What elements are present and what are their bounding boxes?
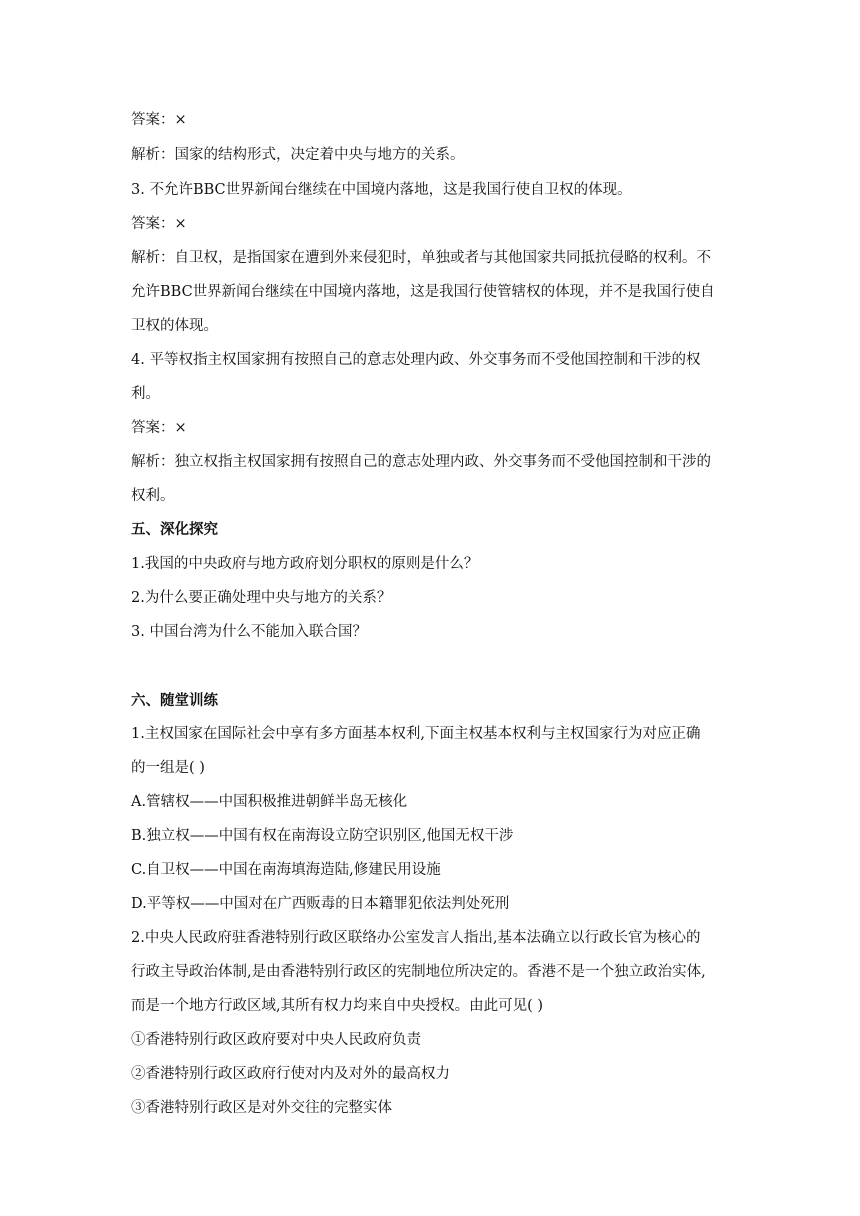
explanation-line: 解析：自卫权，是指国家在遭到外来侵犯时，单独或者与其他国家共同抵抗侵略的权利。不 [131, 250, 711, 266]
question-line: 的一组是( ) [131, 760, 205, 776]
question-line: 2.中央人民政府驻香港特别行政区联络办公室发言人指出,基本法确立以行政长官为核心的 [131, 930, 701, 946]
explanation-line: 允许BBC世界新闻台继续在中国境内落地，这是我国行使管辖权的体现，并不是我国行使自 [131, 284, 715, 300]
question-line: 4. 平等权指主权国家拥有按照自己的意志处理内政、外交事务而不受他国控制和干涉的权 [131, 352, 701, 368]
option-d: D.平等权——中国对在广西贩毒的日本籍罪犯依法判处死刑 [131, 896, 510, 912]
inquiry-item: 2.为什么要正确处理中央与地方的关系？ [131, 590, 392, 606]
question-line: 行政主导政治体制,是由香港特别行政区的宪制地位所决定的。香港不是一个独立政治实体, [131, 964, 706, 980]
question-line: 1.主权国家在国际社会中享有多方面基本权利,下面主权基本权利与主权国家行为对应正确 [131, 726, 701, 742]
explanation-line: 卫权的体现。 [131, 318, 218, 334]
option-a: A.管辖权——中国积极推进朝鲜半岛无核化 [131, 794, 408, 810]
statement-3: ③香港特别行政区是对外交往的完整实体 [131, 1100, 392, 1116]
option-c: C.自卫权——中国在南海填海造陆,修建民用设施 [131, 862, 441, 878]
explanation-line: 权利。 [131, 488, 175, 504]
answer-line: 答案：× [131, 112, 187, 128]
statement-2: ②香港特别行政区政府行使对内及对外的最高权力 [131, 1066, 450, 1082]
question-line: 而是一个地方行政区域,其所有权力均来自中央授权。由此可见( ) [131, 998, 544, 1014]
statement-1: ①香港特别行政区政府要对中央人民政府负责 [131, 1032, 421, 1048]
section-heading-5: 五、深化探究 [131, 522, 218, 538]
option-b: B.独立权——中国有权在南海设立防空识别区,他国无权干涉 [131, 828, 514, 844]
answer-line: 答案：× [131, 420, 187, 436]
answer-line: 答案：× [131, 216, 187, 232]
explanation-line: 解析：独立权指主权国家拥有按照自己的意志处理内政、外交事务而不受他国控制和干涉的 [131, 454, 711, 470]
explanation-line: 解析：国家的结构形式，决定着中央与地方的关系。 [131, 147, 465, 163]
section-heading-6: 六、随堂训练 [131, 693, 218, 709]
question-line: 利。 [131, 386, 160, 402]
question-line: 3. 不允许BBC世界新闻台继续在中国境内落地，这是我国行使自卫权的体现。 [131, 182, 632, 198]
inquiry-item: 3. 中国台湾为什么不能加入联合国？ [131, 624, 367, 640]
inquiry-item: 1.我国的中央政府与地方政府划分职权的原则是什么？ [131, 556, 479, 572]
